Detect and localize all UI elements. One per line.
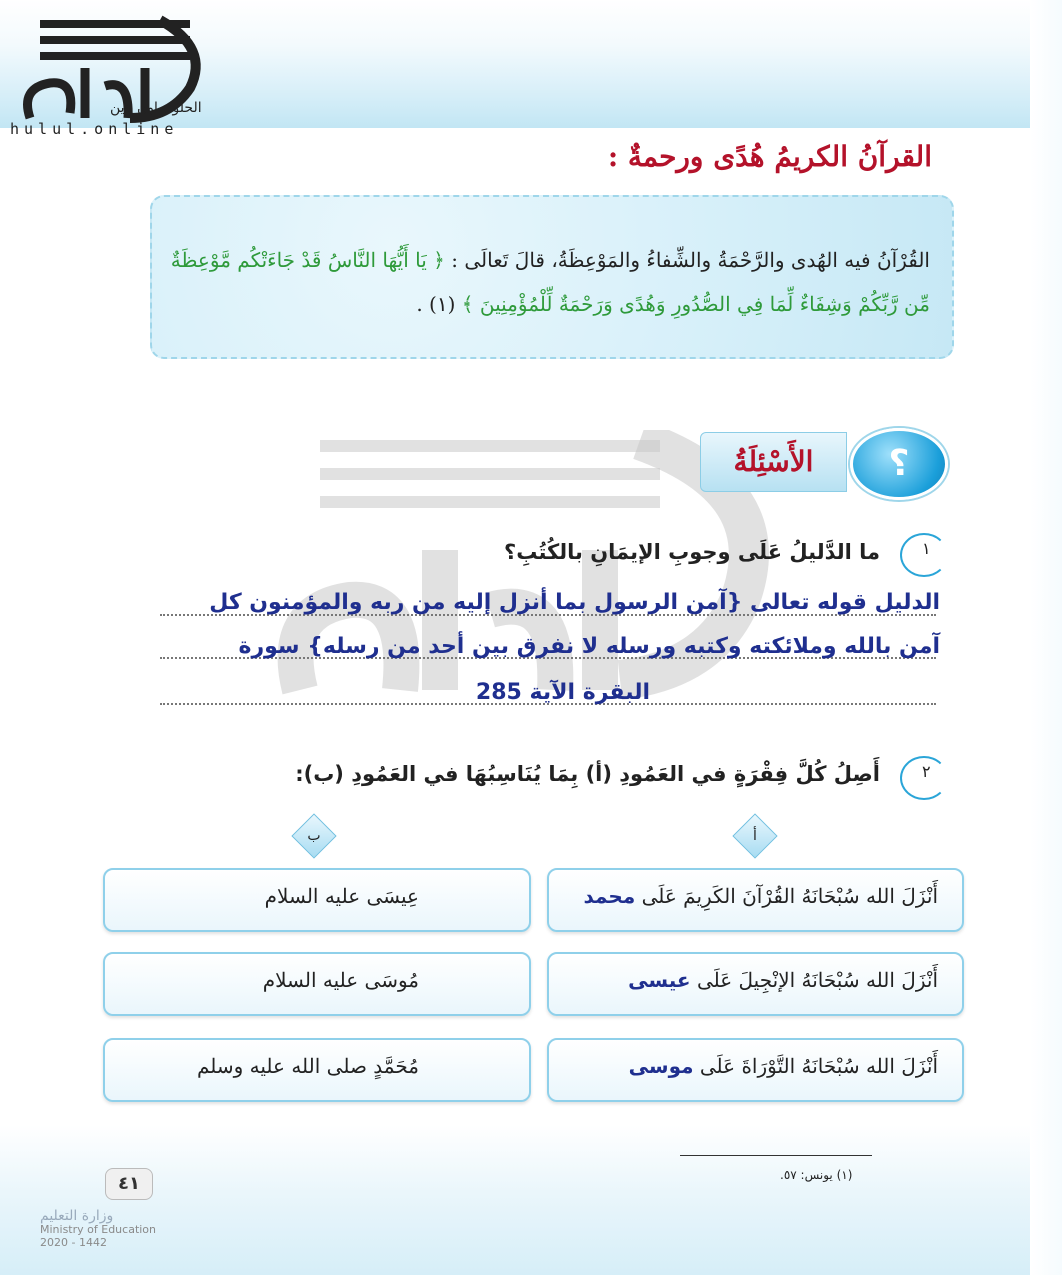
- match-answer: موسى: [628, 1054, 694, 1078]
- answer-line-2: آمن بالله وملائكته وكتبه ورسله لا نفرق بين أحد من رسله} سورة: [238, 634, 940, 659]
- column-b-item: مُحَمَّدٍ صلى الله عليه وسلم: [103, 1038, 531, 1102]
- page-number: ٤١: [105, 1168, 153, 1200]
- verse-quran: ﴿ يَا أَيُّهَا النَّاسُ قَدْ جَاءَتْكُم مَّوْعِظَةٌ مِّن رَّبِّكُمْ وَشِفَاءٌ لِّمَا فِي الصُّدُورِ وَهُدًى وَرَحْمَةٌ لِّلْمُؤْمِنِينَ ﴾: [170, 248, 930, 316]
- column-a-item: أَنْزَلَ الله سُبْحَانَهُ القُرْآنَ الكَرِيمَ عَلَى محمد: [547, 868, 964, 932]
- column-a-label: أ: [732, 813, 777, 858]
- question-number-badge: ٢: [900, 756, 948, 800]
- ministry-years: 2020 - 1442: [40, 1236, 107, 1249]
- logo-arabic-text: الحلول اون لاين: [110, 100, 202, 116]
- right-margin: [1030, 0, 1062, 1275]
- match-answer: عيسى: [628, 968, 691, 992]
- question-mark-icon: ؟: [850, 428, 948, 500]
- footnote: (١) يونس: ٥٧.: [780, 1168, 853, 1182]
- question-number-badge: ١: [900, 533, 948, 577]
- bottom-band: [0, 1125, 1030, 1275]
- ministry-logo: [40, 1210, 160, 1249]
- verse-text: [170, 238, 930, 326]
- questions-banner: [700, 432, 847, 492]
- questions-title: الأَسْئِلَةُ: [733, 445, 814, 478]
- logo-latin-text: hulul.online: [10, 120, 179, 138]
- column-b-item: عِيسَى عليه السلام: [103, 868, 531, 932]
- section-title: القرآنُ الكريمُ هُدًى ورحمةٌ :: [607, 140, 932, 173]
- column-b-label: ب: [291, 813, 336, 858]
- answer-line-1: الدليل قوله تعالى {آمن الرسول بما أنزل إليه من ربه والمؤمنون كل: [209, 590, 940, 615]
- question-2-text: أَصِلُ كُلَّ فِقْرَةٍ في العَمُودِ (أ) بِمَا يُنَاسِبُهَا في العَمُودِ (ب):: [295, 762, 880, 786]
- answer-line-3: البقرة الآية 285: [475, 680, 650, 705]
- match-answer: محمد: [583, 884, 636, 908]
- ministry-english: Ministry of Education: [40, 1223, 157, 1236]
- verse-ref: (١) .: [416, 292, 456, 316]
- verse-intro: القُرْآنُ فيه الهُدى والرَّحْمَةُ والشِّفاءُ والمَوْعِظَةُ، قالَ تَعالَى :: [451, 248, 930, 272]
- ministry-arabic: وزارة التعليم: [40, 1208, 114, 1224]
- column-b-item: مُوسَى عليه السلام: [103, 952, 531, 1016]
- column-a-item: أَنْزَلَ الله سُبْحَانَهُ التَّوْرَاةَ عَلَى موسى: [547, 1038, 964, 1102]
- question-1-text: ما الدَّليلُ عَلَى وجوبِ الإيمَانِ بالكُتُبِ؟: [504, 540, 880, 564]
- footnote-divider: [680, 1155, 872, 1156]
- column-a-item: أَنْزَلَ الله سُبْحَانَهُ الإنْجِيلَ عَلَى عيسى: [547, 952, 964, 1016]
